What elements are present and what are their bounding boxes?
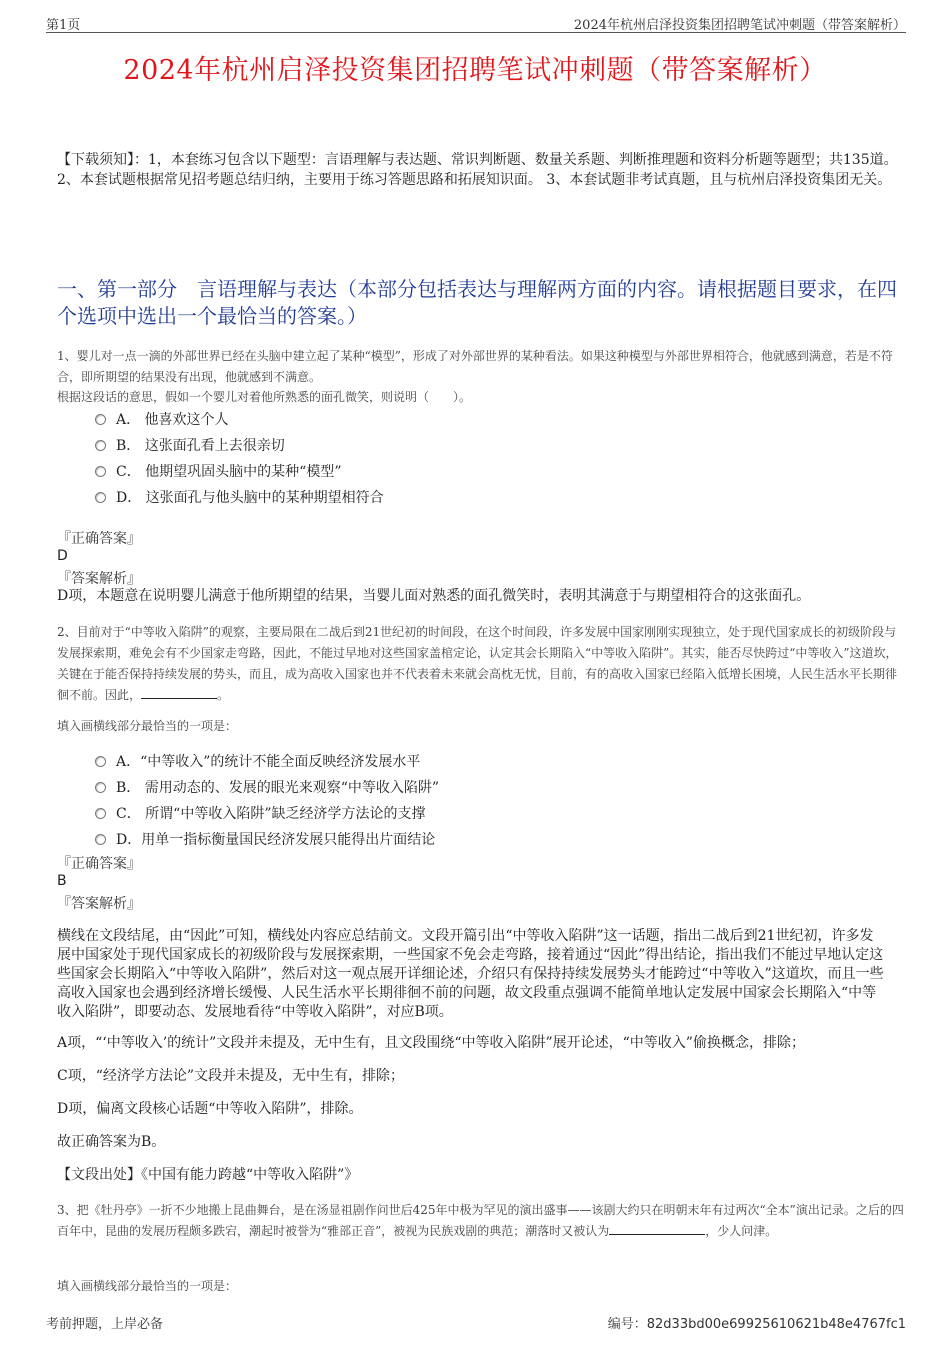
q2-conclusion: 故正确答案为B。 [57, 1134, 166, 1150]
q2-fill-prompt: 填入画横线部分最恰当的一项是： [57, 719, 238, 733]
q1-question: 根据这段话的意思，假如一个婴儿对着他所熟悉的面孔微笑，则说明（ ）。 [57, 390, 472, 404]
q2-option-d[interactable]: D．用单一指标衡量国民经济发展只能得出片面结论 [95, 826, 439, 852]
radio-icon[interactable] [95, 756, 106, 767]
q2-blank [141, 686, 217, 699]
q2-explanation-label: 『答案解析』 [57, 896, 141, 912]
q1-option-d[interactable]: D． 这张面孔与他头脑中的某种期望相符合 [95, 484, 384, 510]
q1-stem: 1、婴儿对一点一滴的外部世界已经在头脑中建立起了某种“模型”，形成了对外部世界的某种看法。如果这种模型与外部世界相符合，他就感到满意，若是不符合，即所期望的结果没有出现，他就感到不满意。 [57, 349, 893, 384]
q3-stem: 3、把《牡丹亭》一折不少地搬上昆曲舞台，是在汤显祖剧作问世后425年中极为罕见的演出盛事——该剧大约只在明朝末年有过两次“全本”演出记录。之后的四百年中，昆曲的发展历程颇多跌宕，潮起时被誉为“雅部正音”，被视为民族戏剧的典范；潮落时又被认为 ，少人问津。 [57, 1203, 904, 1238]
section-heading: 一、第一部分 言语理解与表达（本部分包括表达与理解两方面的内容。请根据题目要求，在四个选项中选出一个最恰当的答案。） [57, 277, 897, 328]
radio-icon[interactable] [95, 466, 106, 477]
q1-options [95, 406, 384, 510]
radio-icon[interactable] [95, 414, 106, 425]
q1-answer-label: 『正确答案』 [57, 531, 141, 547]
q2-source: 【文段出处】《中国有能力跨越“中等收入陷阱”》 [57, 1167, 359, 1183]
q1-option-c[interactable]: C． 他期望巩固头脑中的某种“模型” [95, 458, 384, 484]
q2-explanation: 横线在文段结尾，由“因此”可知，横线处内容应总结前文。文段开篇引出“中等收入陷阱”这一话题，指出二战后到21世纪初，许多发展中国家处于现代国家成长的初级阶段与发展探索期，一些国家不免会走弯路，接着通过“因此”得出结论，指出我们不能过早地认定这些国家会长期陷入“中等收入陷阱”，然后对这一观点展开详细论述，介绍只有保持持续发展势头才能跨过“中等收入”这道坎，而且一些高收入国家也会遇到经济增长缓慢、人民生活水平长期徘徊不前的问题，故文段重点强调不能简单地认定发展中国家会长期陷入“中等收入陷阱”，即要动态、发展地看待“中等收入陷阱”，对应B项。 [57, 928, 884, 1020]
q2-option-b[interactable]: B． 需用动态的、发展的眼光来观察“中等收入陷阱” [95, 774, 439, 800]
q2-explanation-a: A项，“‘中等收入’的统计”文段并未提及，无中生有，且文段围绕“中等收入陷阱”展开论述，“中等收入”偷换概念，排除； [57, 1035, 805, 1051]
q2-option-a[interactable]: A．“中等收入”的统计不能全面反映经济发展水平 [95, 748, 439, 774]
header-doc-title: 2024年杭州启泽投资集团招聘笔试冲刺题（带答案解析） [573, 18, 906, 33]
page-header [46, 12, 906, 33]
q1-option-a[interactable]: A． 他喜欢这个人 [95, 406, 384, 432]
download-notice: 【下载须知】：1，本套练习包含以下题型：言语理解与表达题、常识判断题、数量关系题、判断推理题和资料分析题等题型；共135道。 2、本套试题根据常见招考题总结归纳，主要用于练习答题思路和拓展知识面。 3、本套试题非考试真题，且与杭州启泽投资集团无关。 [57, 152, 898, 188]
q1-answer: D [57, 548, 68, 564]
radio-icon[interactable] [95, 782, 106, 793]
footer-code: 编号：82d33bd00e69925610621b48e4767fc1 [607, 1317, 906, 1332]
q1-explanation-label: 『答案解析』 [57, 571, 141, 587]
q2-stem: 2、目前对于“中等收入陷阱”的观察，主要局限在二战后到21世纪初的时间段，在这个时间段，许多发展中国家刚刚实现独立，处于现代国家成长的初级阶段与发展探索期，难免会有不少国家走弯路，因此，不能过早地对这些国家盖棺定论，认定其会长期陷入“中等收入陷阱”。其实，能否尽快跨过“中等收入”这道坎，关键在于能否保持持续发展的势头，而且，成为高收入国家也并不代表着未来就会高枕无忧，目前，有的高收入国家已经陷入低增长困境，人民生活水平长期徘徊不前。因此， 。 [57, 625, 898, 702]
q3-fill-prompt: 填入画横线部分最恰当的一项是： [57, 1279, 238, 1293]
q1-explanation: D项，本题意在说明婴儿满意于他所期望的结果，当婴儿面对熟悉的面孔微笑时，表明其满意于与期望相符合的这张面孔。 [57, 588, 811, 604]
q2-option-c[interactable]: C． 所谓“中等收入陷阱”缺乏经济学方法论的支撑 [95, 800, 439, 826]
radio-icon[interactable] [95, 492, 106, 503]
q3-blank [609, 1222, 705, 1235]
q2-options [95, 748, 439, 852]
page-number: 第1页 [46, 18, 81, 33]
footer-slogan: 考前押题，上岸必备 [46, 1317, 164, 1332]
q2-answer: B [57, 873, 67, 889]
q2-explanation-d: D项，偏离文段核心话题“中等收入陷阱”，排除。 [57, 1101, 363, 1117]
page-footer [46, 1313, 906, 1332]
q2-answer-label: 『正确答案』 [57, 856, 141, 872]
radio-icon[interactable] [95, 440, 106, 451]
radio-icon[interactable] [95, 834, 106, 845]
q1-option-b[interactable]: B． 这张面孔看上去很亲切 [95, 432, 384, 458]
q2-explanation-c: C项，“经济学方法论”文段并未提及，无中生有，排除； [57, 1068, 405, 1084]
radio-icon[interactable] [95, 808, 106, 819]
document-title: 2024年杭州启泽投资集团招聘笔试冲刺题（带答案解析） [123, 55, 827, 86]
